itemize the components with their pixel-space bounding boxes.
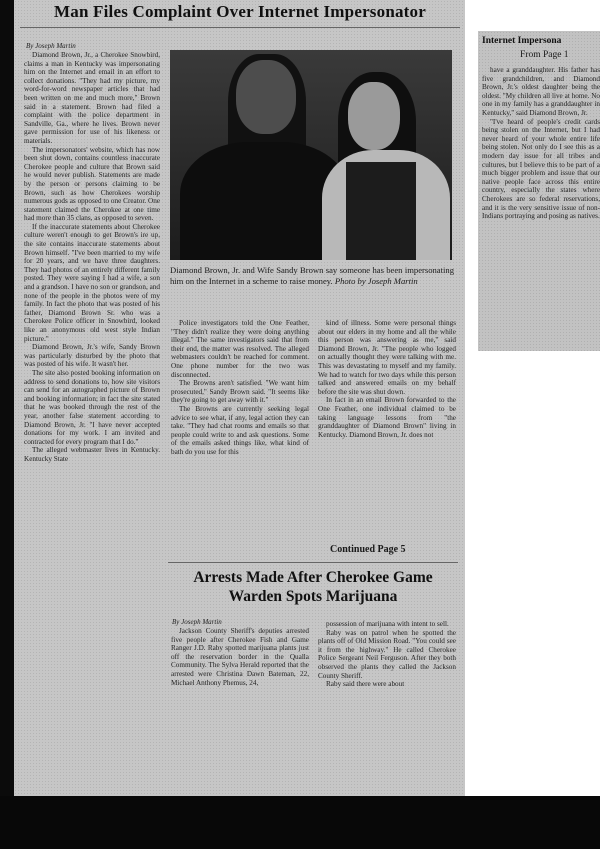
article-column-1: [24, 51, 160, 793]
article-headline: Man Files Complaint Over Internet Impersonator: [54, 2, 426, 21]
paragraph: If the inaccurate statements about Cherokee culture weren't enough to get Brown's ire up, the site contains inaccurate statements about Brown himself. "I've been married to my wife for 20 years, and we have three daughters. They had photos of an entirely different family posted. They were saying I had a wife, a son and a grandson. I have no son or grandson, and none of the people in the photos were of my family. In fact the photo that was posted of his father, Diamond Brown Sr. who was a Cherokee Police officer in Snowbird, looked like an anonymous old west style Indian picture.": [24, 222, 160, 343]
woman-vest: [346, 162, 416, 260]
paragraph: possession of marijuana with intent to sell.: [326, 620, 449, 628]
photo-credit: Photo by Joseph Martin: [334, 276, 418, 286]
scan-bottom-band: [0, 796, 600, 849]
paragraph: Police investigators told the One Feather, "They didn't realize they were doing anything illegal." The same investigators said that from their end, the matter was resolved. The alleged webmasters couldn't be reached for comment. One phone number for the two was disconnected.: [171, 319, 309, 379]
second-article-column-2: [318, 620, 456, 757]
paragraph: "I've heard of people's credit cards being stolen on the Internet, but I had never heard of your whole entire life being stolen. Not only do I see this as a modern day issue for all tribes and cultures, but I believe this to be part of a much bigger problem and issue that our native people face across this entire country, especially the states where Cherokees are so federal reservations, and it is the very sensitive issue of non-Indians portraying and posing as natives.: [482, 117, 600, 221]
paragraph: Raby said there were about: [326, 680, 405, 689]
paragraph: The Browns aren't satisfied. "We want him prosecuted," Sandy Brown said. "It seems like they're going to get away with it.": [171, 379, 309, 405]
paragraph: kind of illness. Some were personal things about our elders in my home and all the while this person was answering as me," said Diamond Brown, Jr. "The people who logged on actually thought they were talking with me. This was devastating to myself and my family. We had to watch for two days while this person talked and answered emails on my behalf before the site was shut down.: [318, 319, 456, 396]
article-byline: By Joseph Martin: [26, 42, 76, 50]
second-article-headline: Arrests Made After Cherokee Game Warden Spots Marijuana: [193, 569, 433, 605]
headline-rule: [20, 27, 460, 28]
woman-face: [348, 82, 400, 150]
continuation-column: [482, 66, 600, 348]
continued-label: Continued Page 5: [330, 544, 406, 555]
section-rule: [168, 562, 458, 563]
paragraph: Jackson County Sheriff's deputies arrested five people after Cherokee Fish and Game Ranger J.D. Raby spotted marijuana plants just off the reservation border in the Qualla Community. The Sylva Herald reported that the arrested were Christina Dawn Bateman, 22, Michael Anthony Phemus, 24,: [171, 627, 309, 687]
paragraph: In fact in an email Brown forwarded to the One Feather, one individual claimed to be taking language lessons from "the granddaughter of Diamond Brown" living in Kentucky. Diamond Brown, Jr. does not: [318, 396, 456, 439]
paragraph: have a granddaughter. His father has five grandchildren, and Diamond Brown, Jr.'s oldest daughter being the oldest. "My children all live at home. No one in my family has a granddaughter in Kentucky," said Diamond Brown, Jr.: [482, 66, 600, 117]
couple-photo: [170, 50, 452, 260]
man-face: [236, 60, 296, 134]
paragraph: The impersonators' website, which has now been shut down, contains countless inaccurate Cherokee people and culture that Brown said he would never publish. Statements are made by the person or persons claiming to be Brown, such as how Cherokees worship numerous gods as opposed to one Creator. One statement claimed the Cherokee at one time had more than 35 clans, as opposed to seven.: [24, 145, 160, 223]
scan-edge: [0, 0, 14, 849]
article-column-3: [318, 319, 456, 537]
photo-caption: [170, 265, 454, 287]
paragraph: Raby was on patrol when he spotted the plants off of Old Mission Road. "You could see it from the highway." He called Cherokee Police Sergeant Neil Ferguson. After they both observed the plants they called the Jackson County Sheriff.: [318, 628, 456, 680]
second-article-column-1: [171, 627, 309, 757]
second-article-byline: By Joseph Martin: [172, 618, 222, 626]
paragraph: The Browns are currently seeking legal advice to see what, if any, legal action they can take. "They had chat rooms and emails so that people could write to and ask questions. Some of the emails asked things like, what kind of bath do you use for this: [171, 404, 309, 456]
paragraph: Diamond Brown, Jr.'s wife, Sandy Brown was particularly disturbed by the photo that was posted of his wife. It wasn't her.: [24, 343, 160, 369]
continuation-headline: Internet Impersona: [482, 36, 562, 46]
paragraph: The site also posted booking information on address to send donations to, how site visitors can send for an autographed picture of Brown and booking information; in fact the site stated that he was booked through the rest of the year, another false statement according to Diamond Brown, Jr. "I have never accepted donations for my work. I am invited and contracted for every program that I do.": [24, 368, 160, 446]
caption-text: Diamond Brown, Jr. and Wife Sandy Brown say someone has been impersonating him on the Internet in a scheme to raise money.: [170, 265, 454, 286]
paragraph: The alleged webmaster lives in Kentucky. Kentucky State: [24, 446, 160, 463]
paragraph: Diamond Brown, Jr., a Cherokee Snowbird, claims a man in Kentucky was impersonating him on the Internet and email in an effort to collect donations. "They had my picture, my word-for-word newspaper articles that had been written on me and much more," Brown said in a statement. Brown had filed a complaint with the police department in Sandville, Ga., where he lives. Brown never gave permission for use of his likeness or materials.: [24, 51, 160, 145]
article-column-2: [171, 319, 309, 539]
continuation-subhead: From Page 1: [520, 50, 569, 60]
